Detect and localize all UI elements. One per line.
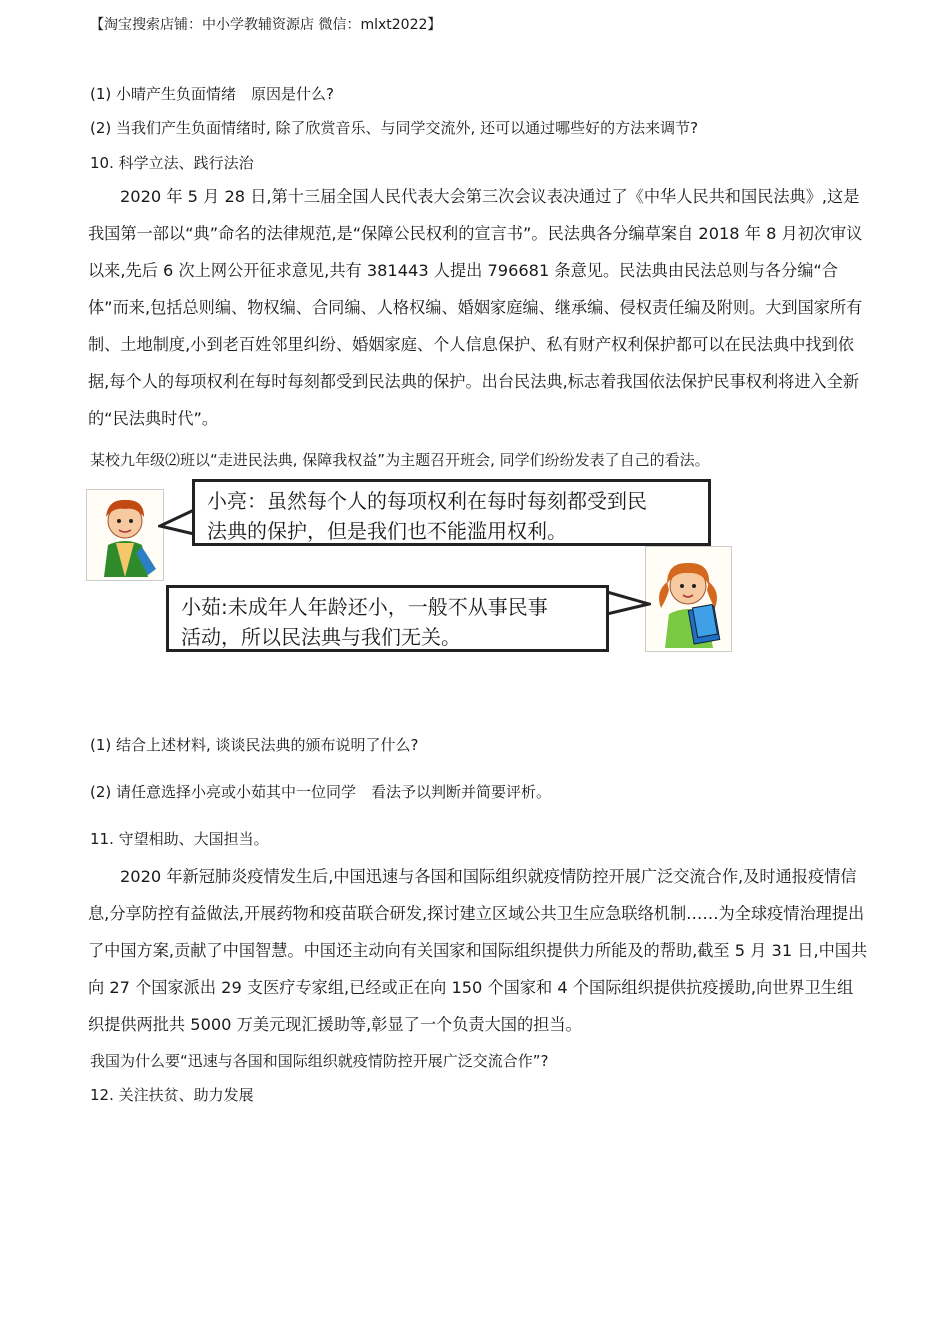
q10-heading bbox=[90, 152, 254, 173]
bubble1-line2: 法典的保护，但是我们也不能滥用权利。 bbox=[207, 519, 567, 543]
q10-sub2: (2) 请任意选择小亮或小茹其中一位同学 看法予以判断并简要评析。 bbox=[90, 783, 552, 801]
q10-sub1: (1) 结合上述材料, 谈谈民法典的颁布说明了什么? bbox=[90, 736, 419, 754]
q9-sub2: (2) 当我们产生负面情绪时, 除了欣赏音乐、与同学交流外, 还可以通过哪些好的方法来调节? bbox=[90, 119, 699, 137]
q10-number: 10. bbox=[90, 154, 114, 172]
q12-title: 关注扶贫、助力发展 bbox=[118, 1086, 254, 1104]
q10-title: 科学立法、践行法治 bbox=[118, 154, 254, 172]
bubble2-line2: 活动，所以民法典与我们无关。 bbox=[181, 625, 461, 649]
q11-number: 11. bbox=[90, 830, 114, 848]
q10-material: 2020 年 5 月 28 日,第十三届全国人民代表大会第三次会议表决通过了《中华人民共和国民法典》,这是我国第一部以“典”命名的法律规范,是“保障公民权利的宣言书”。民法典各分编草案自 2018 年 8 月初次审议以来,先后 6 次上网公开征求意见,共有 381443 人提出 796681 条意见。民法典由民法总则与各分编“合体”而来,包括总则编、物权编、合同编、人格权编、婚姻家庭编、继承编、侵权责任编及附则。大到国家所有制、土地制度,小到老百姓邻里纠纷、婚姻家庭、个人信息保护、私有财产权利保护都可以在民法典中找到依据,每个人的每项权利在每时每刻都受到民法典的保护。出台民法典,标志着我国依法保护民事权利将进入全新的“民法典时代”。 bbox=[88, 187, 863, 428]
xiaoliang-illustration bbox=[86, 489, 164, 581]
q12-heading bbox=[90, 1084, 254, 1105]
xiaoliang-speech-bubble bbox=[192, 479, 711, 546]
xiaoru-speech-bubble bbox=[166, 585, 609, 652]
q11-material: 2020 年新冠肺炎疫情发生后,中国迅速与各国和国际组织就疫情防控开展广泛交流合作,及时通报疫情信息,分享防控有益做法,开展药物和疫苗联合研发,探讨建立区域公共卫生应急联络机制……为全球疫情治理提出了中国方案,贡献了中国智慧。中国还主动向有关国家和国际组织提供力所能及的帮助,截至 5 月 31 日,中国共向 27 个国家派出 29 支医疗专家组,已经或正在向 150 个国家和 4 个国际组织提供抗疫援助,向世界卫生组织提供两批共 5000 万美元现汇援助等,彰显了一个负责大国的担当。 bbox=[88, 867, 868, 1034]
xiaoru-illustration bbox=[645, 546, 732, 652]
page-header: 【淘宝搜索店铺：中小学教辅资源店 微信：mlxt2022】 bbox=[90, 17, 442, 33]
speech-bubble-tail-right bbox=[605, 588, 651, 618]
bubble2-line1: 小茹:未成年人年龄还小，一般不从事民事 bbox=[181, 595, 548, 619]
q12-number: 12. bbox=[90, 1086, 114, 1104]
speech-bubble-tail-left bbox=[158, 508, 196, 538]
q11-title: 守望相助、大国担当。 bbox=[118, 830, 269, 848]
q9-sub1: (1) 小晴产生负面情绪 原因是什么? bbox=[90, 85, 334, 103]
q10-intro: 某校九年级⑵班以“走进民法典, 保障我权益”为主题召开班会, 同学们纷纷发表了自己的看法。 bbox=[90, 451, 710, 469]
q11-heading bbox=[90, 828, 269, 849]
bubble1-line1: 小亮：虽然每个人的每项权利在每时每刻都受到民 bbox=[207, 489, 647, 513]
q11-question: 我国为什么要“迅速与各国和国际组织就疫情防控开展广泛交流合作”? bbox=[90, 1052, 549, 1070]
